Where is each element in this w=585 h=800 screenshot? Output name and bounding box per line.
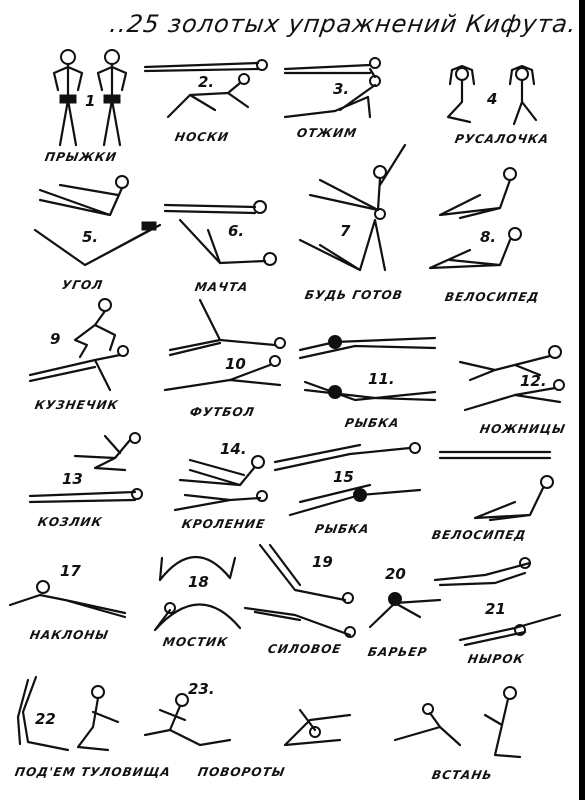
exercise-16-figure	[435, 440, 560, 525]
exercise-9-number: 9	[50, 330, 61, 348]
exercise-5-figure	[30, 170, 170, 275]
exercise-16-label: ВЕЛОСИПЕД	[430, 528, 528, 542]
exercise-3-label: ОТЖИМ	[295, 126, 359, 140]
exercise-4-label: РУСАЛОЧКА	[453, 132, 551, 146]
exercise-1-number: 1	[85, 92, 96, 110]
exercise-9-label: КУЗНЕЧИК	[33, 398, 120, 412]
exercise-8-label: ВЕЛОСИПЕД	[443, 290, 541, 304]
exercise-18-label: МОСТИК	[161, 635, 230, 649]
exercise-13-figure	[25, 428, 145, 513]
exercise-20-label: БАРЬЕР	[366, 645, 429, 659]
exercise-1-label: ПРЫЖКИ	[43, 150, 119, 164]
exercise-12-number: 12.	[520, 372, 547, 390]
exercise-22-label: ПОД'ЕМ ТУЛОВИЩА	[13, 765, 173, 779]
exercise-15-label: РЫБКА	[313, 522, 371, 536]
exercise-11-label: РЫБКА	[343, 416, 401, 430]
exercise-17-number: 17	[60, 562, 81, 580]
exercise-23-label: ПОВОРОТЫ	[196, 765, 287, 779]
exercise-9-figure	[25, 295, 135, 400]
exercise-20-number: 20	[385, 565, 406, 583]
exercise-6-figure	[160, 185, 290, 275]
exercise-6-number: 6.	[228, 222, 245, 240]
exercise-7-label: БУДЬ ГОТОВ	[303, 288, 405, 302]
exercise-7-number: 7	[340, 222, 351, 240]
exercise-13-number: 13	[62, 470, 83, 488]
exercise-21-label: НЫРОК	[466, 652, 526, 666]
exercise-6-label: МАЧТА	[193, 280, 250, 294]
scan-edge	[579, 0, 585, 800]
exercise-23-number: 23.	[188, 680, 215, 698]
exercise-10-label: ФУТБОЛ	[188, 405, 256, 419]
exercise-3-number: 3.	[333, 80, 350, 98]
exercise-23-figure	[140, 690, 370, 760]
exercise-21-number: 21	[485, 600, 506, 618]
sheet-title: ..25 золотых упражнений Кифута.	[108, 10, 579, 38]
exercise-19-figure	[240, 540, 360, 640]
exercise-19-number: 19	[312, 553, 333, 571]
exercise-14-number: 14.	[220, 440, 247, 458]
exercise-5-number: 5.	[82, 228, 99, 246]
exercise-21-figure	[455, 610, 565, 650]
exercise-12-label: НОЖНИЦЫ	[478, 422, 567, 436]
exercise-13-label: КОЗЛИК	[36, 515, 104, 529]
exercise-2-label: НОСКИ	[173, 130, 231, 144]
exercise-4-number: 4	[487, 90, 498, 108]
exercise-5-label: УГОЛ	[60, 278, 105, 292]
exercise-11-figure	[295, 320, 445, 410]
exercise-24-figure	[390, 685, 530, 765]
exercise-24-label: ВСТАНЬ	[430, 768, 494, 782]
exercise-17-label: НАКЛОНЫ	[28, 628, 111, 642]
exercise-18-number: 18	[188, 573, 209, 591]
exercise-12-figure	[455, 340, 565, 430]
exercise-7-figure	[290, 140, 420, 280]
exercise-2-number: 2.	[198, 73, 215, 91]
exercise-15-number: 15	[333, 468, 354, 486]
exercise-8-number: 8.	[480, 228, 497, 246]
exercise-22-figure	[8, 672, 138, 762]
exercise-22-number: 22	[35, 710, 56, 728]
exercise-10-figure	[160, 295, 290, 405]
exercise-19-label: СИЛОВОЕ	[266, 642, 343, 656]
exercise-8-figure	[420, 160, 540, 275]
exercise-14-label: КРОЛЕНИЕ	[180, 517, 267, 531]
exercise-11-number: 11.	[368, 370, 395, 388]
exercise-10-number: 10	[225, 355, 246, 373]
